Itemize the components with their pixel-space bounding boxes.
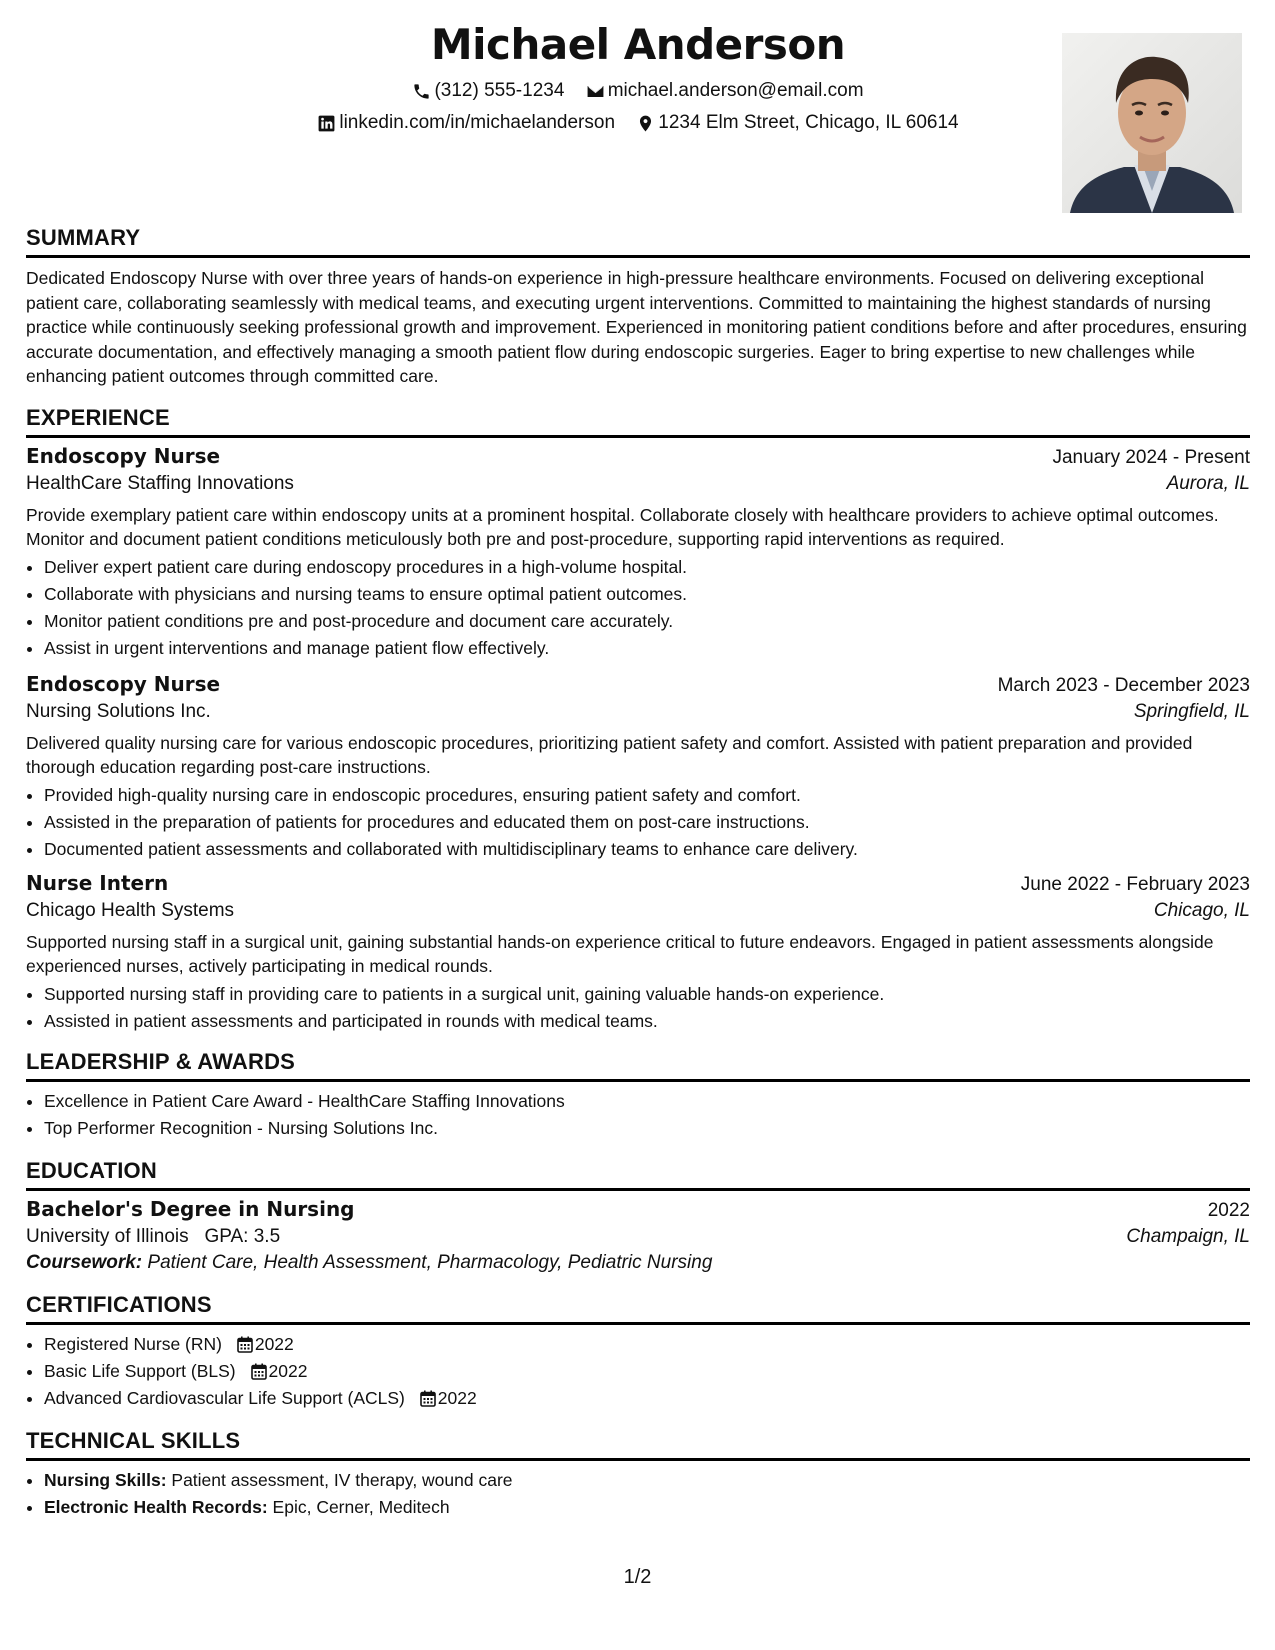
- calendar-icon: [251, 1363, 267, 1380]
- resume-page: [26, 0, 1250, 1521]
- list-item: • Supported nursing staff in providing care to patients in a surgical unit, gaining valuable hands-on experience.: [44, 981, 1250, 1008]
- experience-heading: EXPERIENCE: [26, 405, 1250, 438]
- job-location: Springfield, IL: [1133, 700, 1250, 722]
- job-title: Endoscopy Nurse: [26, 443, 221, 468]
- list-item: • Assisted in patient assessments and participated in rounds with medical teams.: [44, 1008, 1250, 1035]
- certification-name: Registered Nurse (RN): [44, 1333, 222, 1354]
- list-item: • Documented patient assessments and collaborated with multidisciplinary teams to enhance care delivery.: [44, 836, 1250, 863]
- profile-photo: [1062, 33, 1242, 213]
- skills-section: [26, 1428, 1250, 1521]
- experience-entry: [26, 871, 1250, 1035]
- certification-year: 2022: [437, 1387, 477, 1408]
- email-contact[interactable]: [586, 80, 864, 102]
- job-company-row: [26, 701, 1250, 723]
- list-item: [44, 1467, 1250, 1494]
- job-title: Nurse Intern: [26, 870, 169, 895]
- experience-entry: [26, 444, 1250, 662]
- summary-heading: SUMMARY: [26, 225, 1250, 258]
- job-description: Provide exemplary patient care within endoscopy units at a prominent hospital. Collaborate closely with healthcare providers to achieve optimal outcomes. Monitor and document patient conditions meticulously both pre and post-procedure, supporting rapid interventions as required.: [26, 504, 1219, 549]
- street-address: 1234 Elm Street, Chicago, IL 60614: [658, 112, 959, 133]
- phone-number: (312) 555-1234: [434, 80, 565, 101]
- coursework-line: [26, 1252, 1250, 1274]
- graduation-year: 2022: [1207, 1199, 1250, 1221]
- certifications-section: [26, 1292, 1250, 1412]
- page-number: 1/2: [623, 1566, 652, 1588]
- address-contact: [636, 112, 958, 134]
- summary-text: Dedicated Endoscopy Nurse with over three years of hands-on experience in high-pressure healthcare environments. Focused on delivering exceptional patient care, collaborating seamlessly with medical teams, and executing urgent interventions. Committed to maintaining the highest standards of nursing practice while continuously seeking professional growth and improvement. Experienced in monitoring patient conditions before and after procedures, ensuring accurate documentation, and effectively managing a smooth patient flow during endoscopic surgeries. Eager to bring expertise to new challenges while enhancing patient outcomes through committed care.: [26, 268, 1247, 386]
- awards-section: [26, 1049, 1250, 1142]
- list-item: • Assist in urgent interventions and manage patient flow effectively.: [44, 635, 1250, 662]
- linkedin-url[interactable]: linkedin.com/in/michaelanderson: [339, 112, 616, 133]
- candidate-name: Michael Anderson: [430, 20, 846, 69]
- resume-header: [26, 0, 1250, 225]
- awards-list: [26, 1088, 1250, 1142]
- summary-section: [26, 225, 1250, 389]
- list-item: [44, 1331, 1250, 1358]
- coursework-label: Coursework:: [26, 1251, 143, 1273]
- certification-name: Advanced Cardiovascular Life Support (ACLS): [44, 1387, 405, 1408]
- skills-list: [26, 1467, 1250, 1521]
- envelope-icon: [586, 82, 605, 101]
- experience-entry: [26, 672, 1250, 863]
- list-item: [44, 1385, 1250, 1412]
- school-location: Champaign, IL: [1126, 1225, 1250, 1247]
- awards-heading: LEADERSHIP & AWARDS: [26, 1049, 1250, 1082]
- certifications-list: [26, 1331, 1250, 1412]
- job-company: Chicago Health Systems: [26, 899, 235, 921]
- certifications-heading: CERTIFICATIONS: [26, 1292, 1250, 1325]
- calendar-icon: [420, 1390, 436, 1407]
- phone-contact: [412, 80, 564, 102]
- job-location: Aurora, IL: [1166, 472, 1250, 494]
- experience-section: [26, 405, 1250, 1035]
- school-row: [26, 1226, 1250, 1248]
- certification-year: 2022: [268, 1360, 308, 1381]
- job-header-row: [26, 871, 1250, 896]
- linkedin-contact[interactable]: [317, 112, 615, 134]
- list-item: • Provided high-quality nursing care in endoscopic procedures, ensuring patient safety and comfort.: [44, 782, 1250, 809]
- job-company-row: [26, 473, 1250, 495]
- job-dates: January 2024 - Present: [1052, 446, 1250, 468]
- skill-values: Epic, Cerner, Meditech: [272, 1496, 450, 1517]
- job-location: Chicago, IL: [1153, 899, 1250, 921]
- skill-values: Patient assessment, IV therapy, wound care: [171, 1469, 513, 1490]
- linkedin-icon: [317, 114, 336, 133]
- job-company-row: [26, 900, 1250, 922]
- job-bullets: [26, 782, 1250, 863]
- job-bullets: [26, 981, 1250, 1035]
- list-item: • Excellence in Patient Care Award - HealthCare Staffing Innovations: [44, 1088, 1250, 1115]
- certification-year: 2022: [254, 1333, 294, 1354]
- job-company: HealthCare Staffing Innovations: [26, 472, 294, 494]
- education-section: [26, 1158, 1250, 1274]
- school-name: University of Illinois: [26, 1225, 189, 1247]
- degree-name: Bachelor's Degree in Nursing: [26, 1196, 355, 1221]
- list-item: • Assisted in the preparation of patients for procedures and educated them on post-care instructions.: [44, 809, 1250, 836]
- job-company: Nursing Solutions Inc.: [26, 700, 211, 722]
- job-header-row: [26, 672, 1250, 697]
- school-info: [26, 1226, 280, 1248]
- list-item: • Collaborate with physicians and nursing teams to ensure optimal patient outcomes.: [44, 581, 1250, 608]
- job-description: Delivered quality nursing care for various endoscopic procedures, prioritizing patient safety and comfort. Assisted with patient preparation and provided thorough education regarding post-care instructions.: [26, 732, 1193, 777]
- job-dates: March 2023 - December 2023: [997, 674, 1250, 696]
- list-item: [44, 1358, 1250, 1385]
- job-dates: June 2022 - February 2023: [1020, 873, 1250, 895]
- skills-heading: TECHNICAL SKILLS: [26, 1428, 1250, 1461]
- phone-icon: [412, 82, 431, 101]
- job-header-row: [26, 444, 1250, 469]
- list-item: • Deliver expert patient care during endoscopy procedures in a high-volume hospital.: [44, 554, 1250, 581]
- job-bullets: [26, 554, 1250, 662]
- certification-name: Basic Life Support (BLS): [44, 1360, 236, 1381]
- skill-category: Nursing Skills:: [44, 1469, 167, 1490]
- list-item: [44, 1494, 1250, 1521]
- list-item: • Monitor patient conditions pre and post-procedure and document care accurately.: [44, 608, 1250, 635]
- skill-category: Electronic Health Records:: [44, 1496, 268, 1517]
- job-description: Supported nursing staff in a surgical unit, gaining substantial hands-on experience critical to future endeavors. Engaged in patient assessments alongside experienced nurses, actively participating in medical rounds.: [26, 931, 1214, 976]
- job-title: Endoscopy Nurse: [26, 671, 221, 696]
- calendar-icon: [237, 1336, 253, 1353]
- email-address[interactable]: michael.anderson@email.com: [607, 80, 864, 101]
- gpa: GPA: 3.5: [204, 1225, 281, 1247]
- list-item: • Top Performer Recognition - Nursing Solutions Inc.: [44, 1115, 1250, 1142]
- education-heading: EDUCATION: [26, 1158, 1250, 1191]
- map-pin-icon: [636, 114, 655, 133]
- coursework-list: Patient Care, Health Assessment, Pharmacology, Pediatric Nursing: [147, 1251, 713, 1273]
- degree-row: [26, 1197, 1250, 1222]
